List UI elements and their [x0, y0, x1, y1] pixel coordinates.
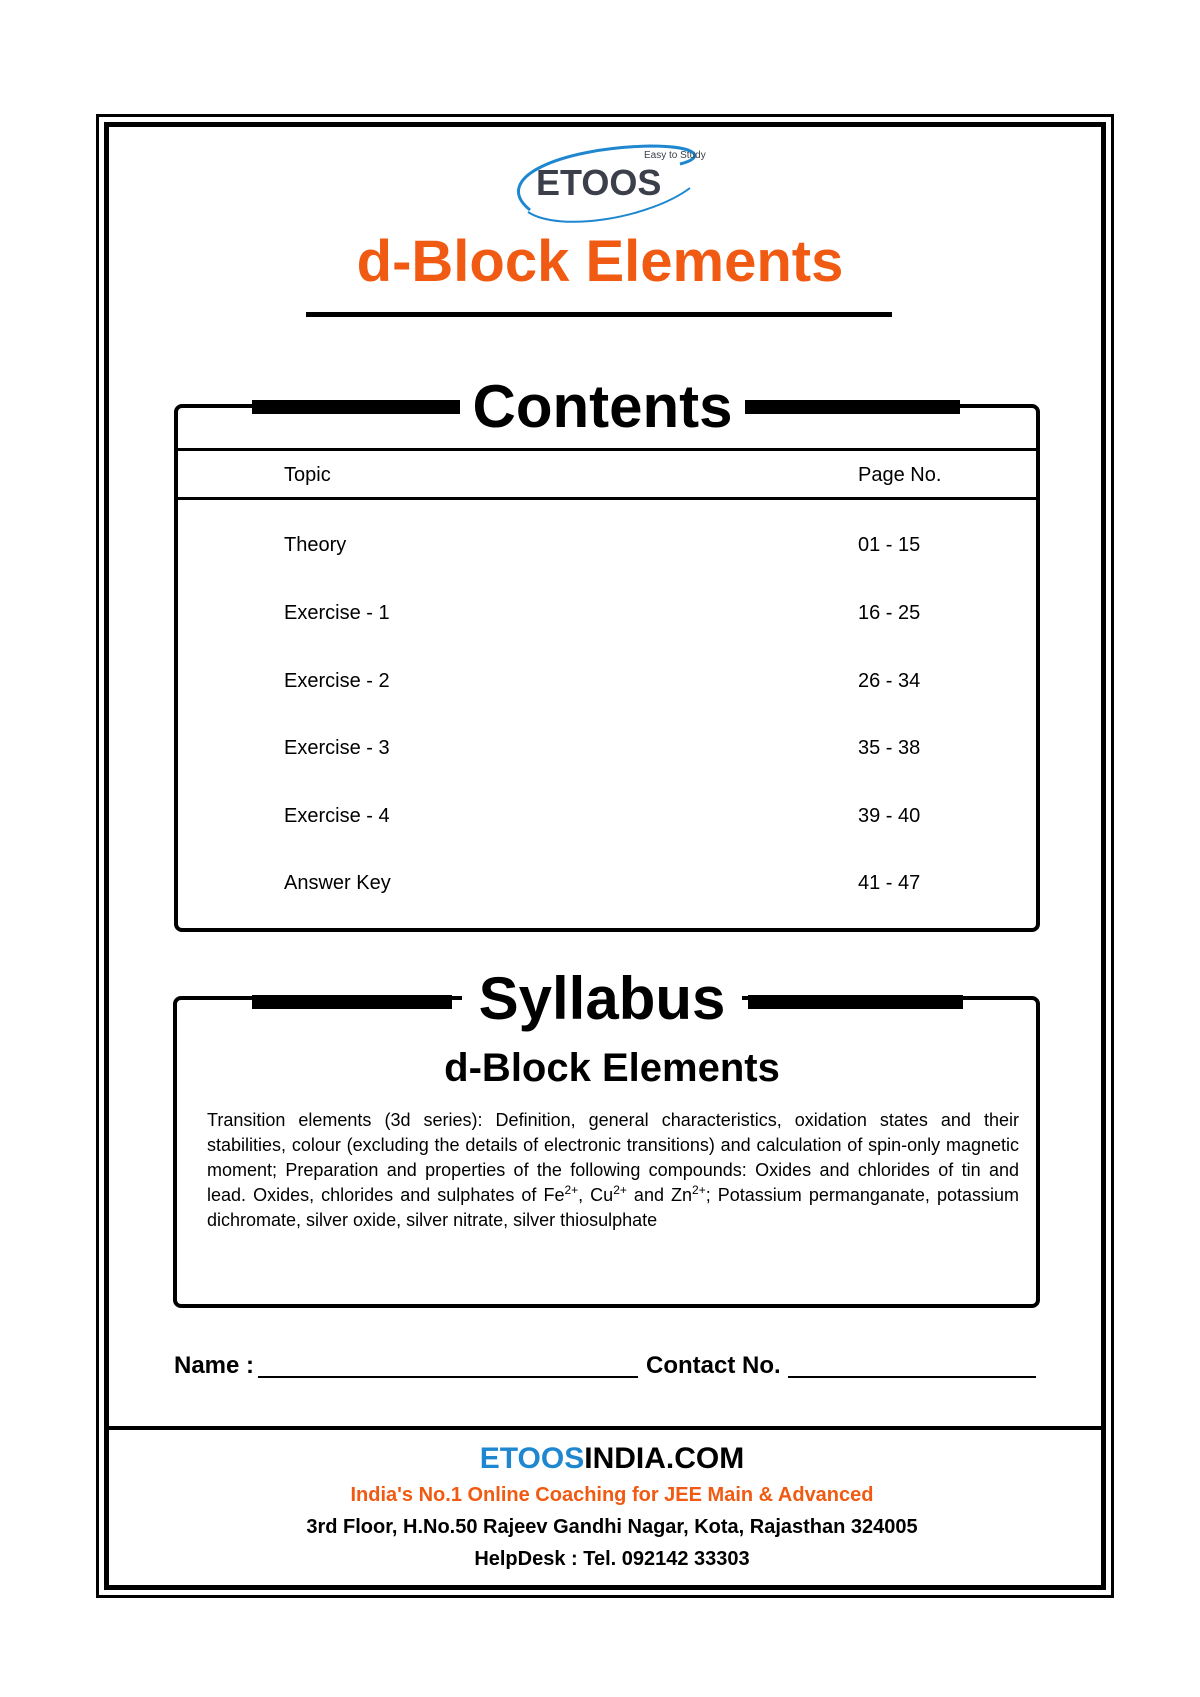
footer-website	[300, 1442, 924, 1476]
contact-label: Contact No.	[646, 1352, 781, 1379]
syllabus-text-part: Transition elements (3d series): Definition, general characteristics, oxidation states and their stabilities, colour (excluding the details of electronic transitions) and calculation of spin-only magnetic moment; Preparation and properties of the following compounds: Oxides and chlorides of tin and lead. Oxides, chlorides and sulphates of Fe	[207, 1110, 1019, 1205]
toc-row	[0, 872, 1200, 902]
toc-row	[0, 670, 1200, 700]
toc-pages: 41 - 47	[858, 872, 921, 894]
toc-pages: 39 - 40	[858, 805, 921, 827]
footer-address: 3rd Floor, H.No.50 Rajeev Gandhi Nagar, Kota, Rajasthan 324005	[306, 1516, 918, 1538]
syllabus-text	[207, 1108, 1019, 1233]
toc-topic: Exercise - 2	[284, 670, 390, 692]
footer-helpdesk: HelpDesk : Tel. 092142 33303	[474, 1548, 750, 1570]
toc-row	[0, 805, 1200, 835]
contents-heading: Contents	[460, 372, 745, 441]
site-domain-part: INDIA.COM	[584, 1442, 745, 1475]
name-field[interactable]	[258, 1376, 638, 1378]
logo-brand: ETOOS	[536, 162, 662, 203]
etoos-logo	[500, 138, 710, 230]
syllabus-bar-left	[252, 995, 452, 1009]
logo-tagline: Easy to Study	[644, 150, 706, 161]
toc-row	[0, 737, 1200, 767]
toc-pages: 16 - 25	[858, 602, 921, 624]
document-title: d-Block Elements	[356, 229, 844, 294]
toc-topic: Exercise - 1	[284, 602, 390, 624]
syllabus-text-part: , Cu	[578, 1185, 614, 1205]
charge-superscript: 2+	[564, 1183, 579, 1197]
toc-pages: 01 - 15	[858, 534, 921, 556]
toc-topic: Answer Key	[284, 872, 391, 894]
site-name-part: ETOOS	[479, 1442, 585, 1475]
name-label: Name :	[174, 1352, 255, 1379]
contact-field[interactable]	[788, 1376, 1036, 1378]
toc-row	[0, 602, 1200, 632]
contents-bar-right	[745, 400, 960, 414]
syllabus-subheading: d-Block Elements	[444, 1046, 780, 1090]
charge-superscript: 2+	[613, 1183, 627, 1197]
contents-bar-left	[252, 400, 462, 414]
syllabus-text-part: ; Potassium permanganate, potassium dichromate, silver oxide, silver nitrate, silver thiosulphate	[207, 1185, 1019, 1230]
toc-topic: Exercise - 4	[284, 805, 390, 827]
toc-row	[0, 534, 1200, 564]
charge-superscript: 2+	[692, 1183, 706, 1197]
column-header-page: Page No.	[858, 464, 942, 486]
syllabus-heading: Syllabus	[462, 964, 742, 1033]
syllabus-text-part: and Zn	[626, 1185, 693, 1205]
toc-pages: 35 - 38	[858, 737, 921, 759]
syllabus-bar-right	[748, 995, 963, 1009]
column-header-topic: Topic	[284, 464, 331, 486]
toc-topic: Theory	[284, 534, 347, 556]
toc-topic: Exercise - 3	[284, 737, 390, 759]
footer-tagline: India's No.1 Online Coaching for JEE Main & Advanced	[350, 1484, 874, 1506]
title-underline	[306, 312, 892, 317]
toc-pages: 26 - 34	[858, 670, 921, 692]
footer-divider	[104, 1426, 1106, 1430]
